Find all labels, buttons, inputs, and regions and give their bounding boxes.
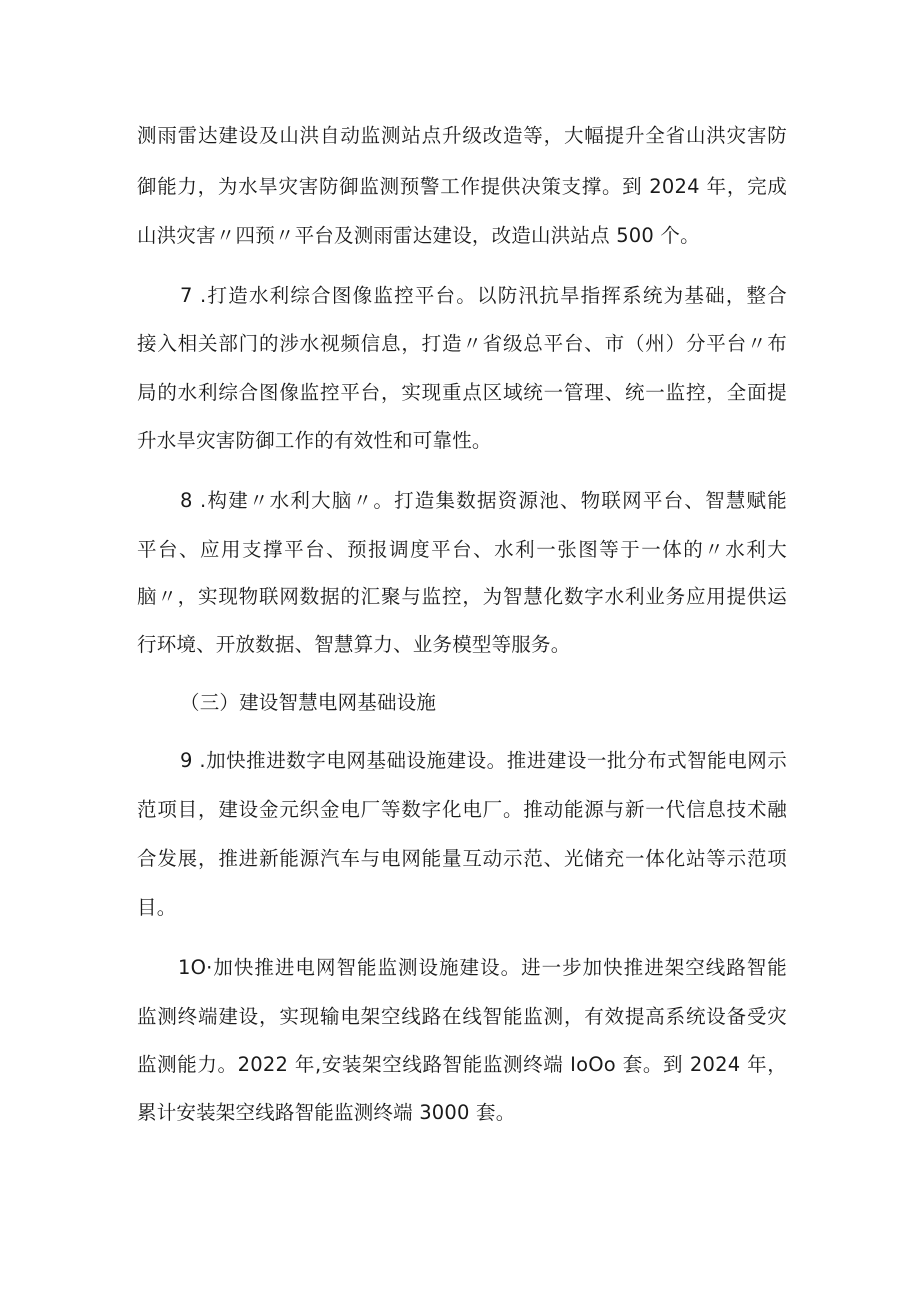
text-line: 接入相关部门的涉水视频信息，打造〃省级总平台、市（州）分平台〃布 — [137, 332, 787, 355]
text-line: 7 .打造水利综合图像监控平台。以防汛抗旱指挥系统为基础，整合 — [180, 284, 787, 307]
text-line: 目。 — [137, 896, 177, 919]
text-line: 范项目，建设金元织金电厂等数字化电厂。推动能源与新一代信息技术融 — [137, 798, 787, 821]
text-line: 局的水利综合图像监控平台，实现重点区域统一管理、统一监控，全面提 — [137, 381, 787, 404]
section-heading: （三）建设智慧电网基础设施 — [180, 691, 437, 714]
text-line: 测雨雷达建设及山洪自动监测站点升级改造等，大幅提升全省山洪灾害防 — [137, 124, 787, 147]
text-line: 9 .加快推进数字电网基础设施建设。推进建设一批分布式智能电网示 — [180, 749, 787, 772]
text-line: 1O·加快推进电网智能监测设施建设。进一步加快推进架空线路智能 — [178, 956, 787, 979]
text-line: 平台、应用支撑平台、预报调度平台、水利一张图等于一体的〃水利大 — [137, 538, 787, 561]
text-line: 监测终端建设，实现输电架空线路在线智能监测，有效提高系统设备受灾 — [137, 1005, 787, 1028]
text-line: 合发展，推进新能源汽车与电网能量互动示范、光储充一体化站等示范项 — [137, 847, 787, 870]
text-line: 累计安装架空线路智能监测终端 3000 套。 — [137, 1101, 516, 1124]
text-line: 御能力，为水旱灾害防御监测预警工作提供决策支撑。到 2024 年，完成 — [137, 175, 787, 198]
text-line: 行环境、开放数据、智慧算力、业务模型等服务。 — [137, 633, 571, 656]
text-line: 山洪灾害〃四预〃平台及测雨雷达建设，改造山洪站点 500 个。 — [137, 224, 700, 247]
text-line: 升水旱灾害防御工作的有效性和可靠性。 — [137, 429, 492, 452]
text-line: 监测能力。2022 年,安装架空线路智能监测终端 IoOo 套。到 2024 年， — [137, 1053, 787, 1076]
text-line: 8 .构建〃水利大脑〃。打造集数据资源池、物联网平台、智慧赋能 — [180, 489, 787, 512]
text-line: 脑〃，实现物联网数据的汇聚与监控，为智慧化数字水利业务应用提供运 — [137, 585, 787, 608]
